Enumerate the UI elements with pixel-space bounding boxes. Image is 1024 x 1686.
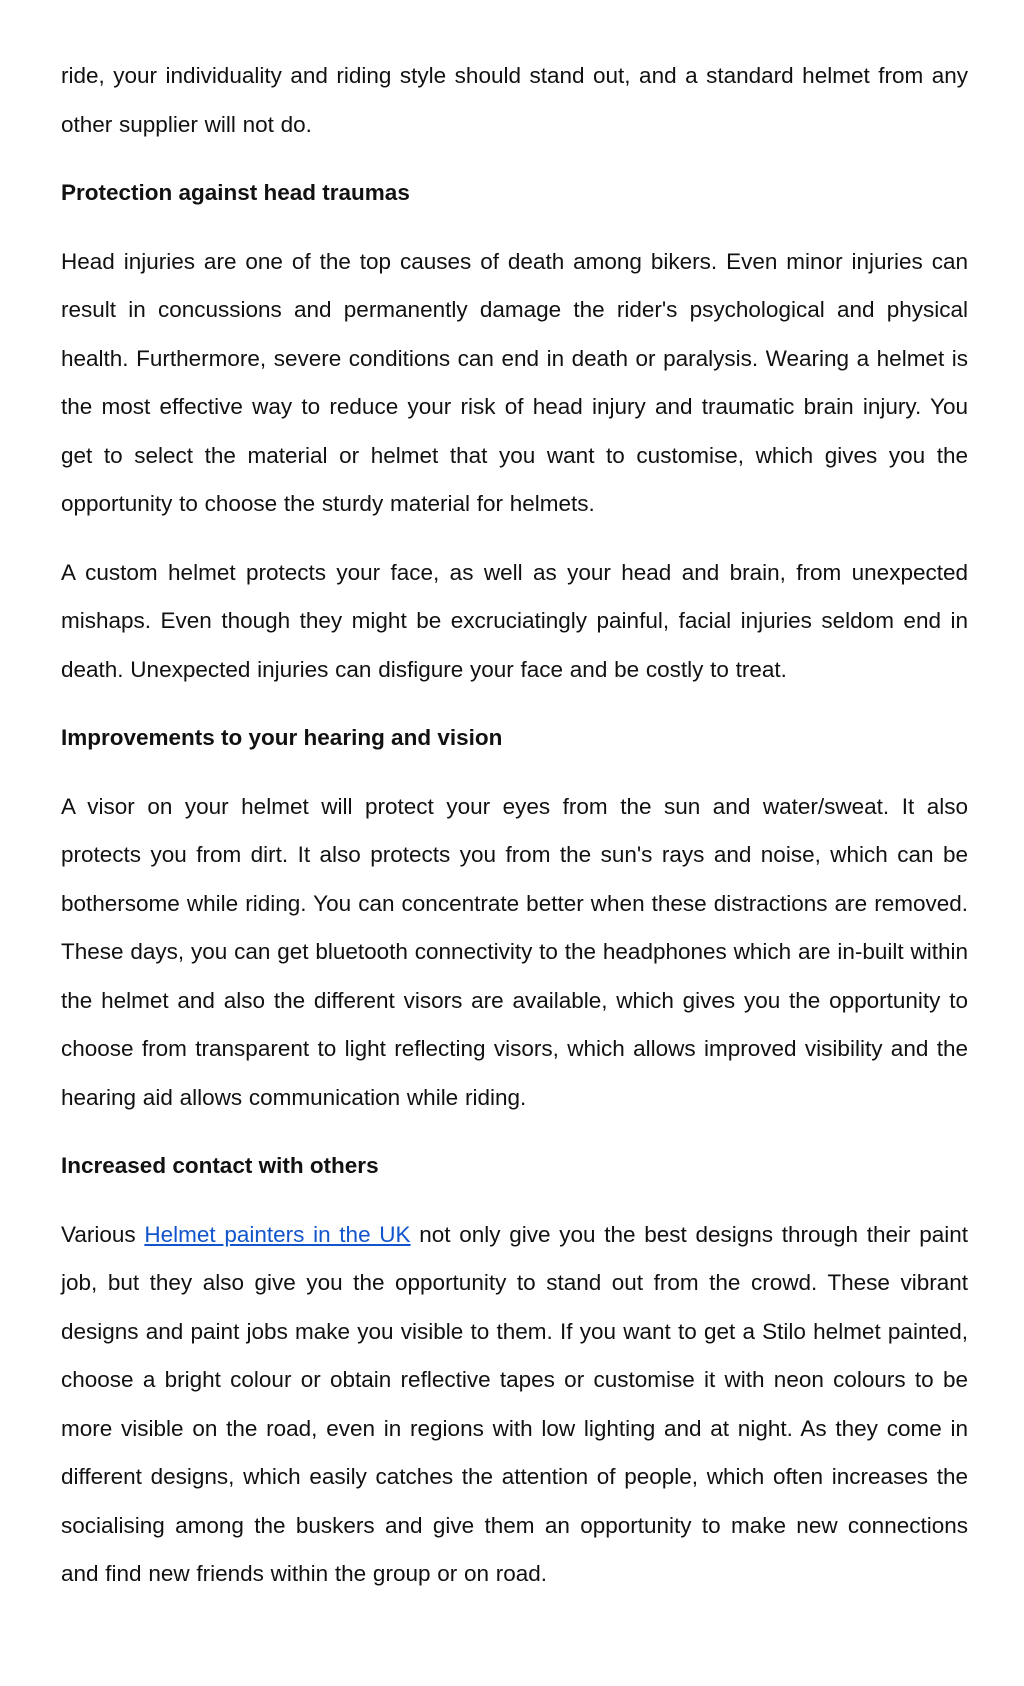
hearing-vision-paragraph: A visor on your helmet will protect your eyes from the sun and water/sweat. It also protects you from dirt. It also protects you from the sun's rays and noise, which can be bothersome while riding. You can concentrate better when these distractions are removed. These days, you can get bluetooth connectivity to the headphones which are in-built within the helmet and also the different visors are available, which gives you the opportunity to choose from transparent to light reflecting visors, which allows improved visibility and the hearing aid allows communication while riding.: [61, 793, 968, 1110]
intro-paragraph: ride, your individuality and riding style should stand out, and a standard helmet from any other supplier will not do.: [61, 63, 968, 137]
helmet-painters-link[interactable]: Helmet painters in the UK: [144, 1221, 411, 1247]
section-heading-contact-others: Increased contact with others: [61, 1153, 379, 1178]
contact-paragraph-rest-text: not only give you the best designs through their paint job, but they also give you the opportunity to stand out from the crowd. These vibrant designs and paint jobs make you visible to them. If you want to get a Stilo helmet painted, choose a bright colour or obtain reflective tapes or customise it with neon colours to be more visible on the road, even in regions with low lighting and at night. As they come in different designs, which easily catches the attention of people, which often increases the socialising among the buskers and give them an opportunity to make new connections and find new friends within the group or on road.: [61, 1221, 969, 1586]
section-heading-hearing-vision: Improvements to your hearing and vision: [61, 725, 503, 750]
contact-paragraph-lead-text: Various: [61, 1221, 145, 1247]
section-heading-head-traumas: Protection against head traumas: [61, 180, 410, 205]
head-traumas-paragraph-2: A custom helmet protects your face, as well as your head and brain, from unexpected mishaps. Even though they might be excruciatingly painful, facial injuries seldom end in death. Unexpected injuries can disfigure your face and be costly to treat.: [61, 559, 968, 682]
contact-others-paragraph: [61, 1211, 968, 1599]
document-page: [61, 52, 968, 1619]
head-traumas-paragraph-1: Head injuries are one of the top causes of death among bikers. Even minor injuries can result in concussions and permanently damage the rider's psychological and physical health. Furthermore, severe conditions can end in death or paralysis. Wearing a helmet is the most effective way to reduce your risk of head injury and traumatic brain injury. You get to select the material or helmet that you want to customise, which gives you the opportunity to choose the sturdy material for helmets.: [61, 248, 968, 516]
